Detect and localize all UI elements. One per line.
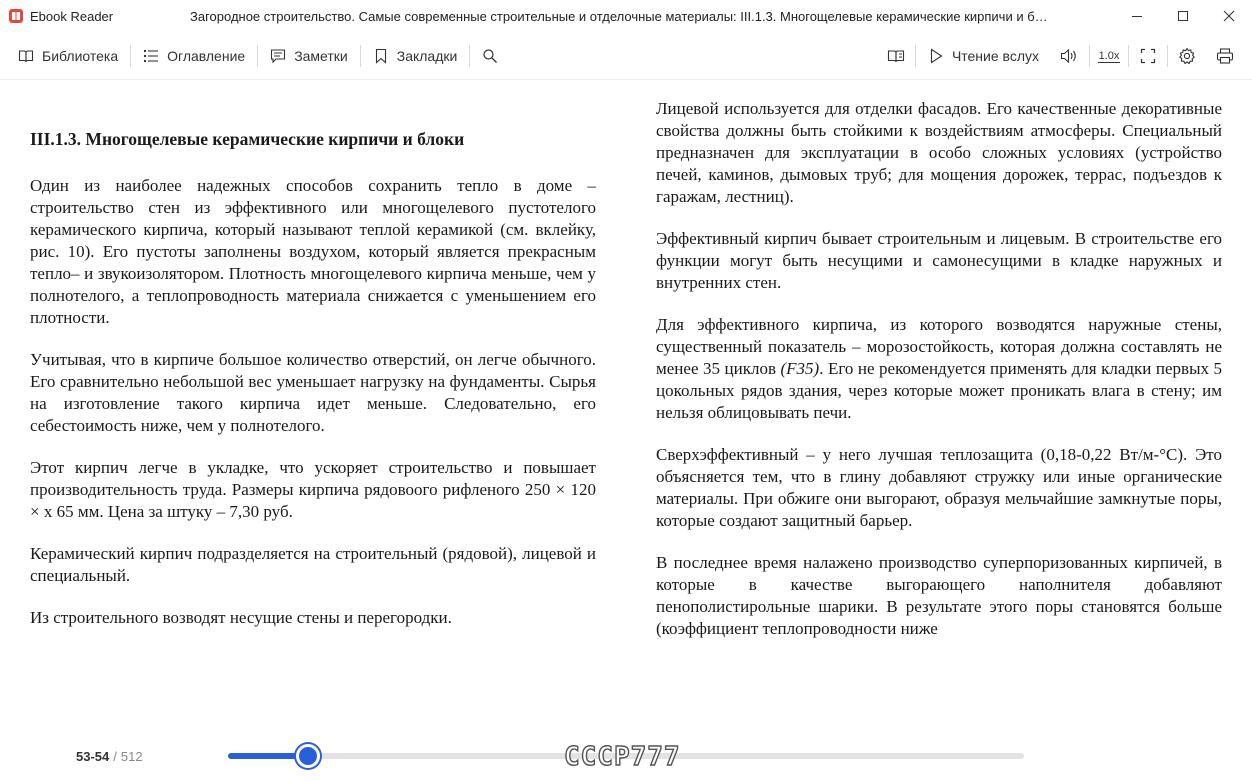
- paragraph: Лицевой используется для отделки фасадов. Его качественные декоративные свойства должны быть стойкими к воздействиям атмосферы. Специальный предназначен для эксплуатации в особо сложных условиях (устройство печей, каминов, дымовых труб; для мощения дорожек, террас, подъездов к гаражам, лестниц).: [656, 99, 1222, 206]
- paragraph: Сверхэффективный – у него лучшая теплозащита (0,18-0,22 Вт/м-°С). Это объясняется тем, что в глину добавляют стружку или иные органические материалы. При обжиге они выгорают, образуя мельчайшие замкнутые поры, которые создают защитный барьер.: [656, 445, 1222, 530]
- page-indicator: [76, 749, 143, 764]
- fullscreen-button[interactable]: [1129, 40, 1167, 72]
- toc-label: Оглавление: [167, 47, 246, 64]
- paragraph: Один из наиболее надежных способов сохранить тепло в доме – строительство стен из эффективного или многощелевого пустотелого керамического кирпича, который называют теплой керамикой (см. вклейку, рис. 10). Его пустоты заполнены воздухом, который является прекрасным тепло– и звукоизолятором. Плотность многощелевого кирпича меньше, чем у полнотелого, а теплопроводность материала снижается с уменьшением его плотности.: [30, 176, 596, 327]
- total-pages: 512: [120, 749, 143, 764]
- right-page: [656, 98, 1222, 660]
- current-pages: 53-54: [76, 749, 110, 764]
- left-page: [30, 98, 596, 649]
- gear-icon: [1178, 47, 1196, 65]
- italic-text: (F35): [780, 359, 820, 378]
- library-label: Библиотека: [42, 47, 119, 64]
- text-run: Для эффективного кирпича, из которого возводятся наружные стены, существенный показатель – морозостойкость, которая должна составлять не менее 35 циклов: [656, 315, 1222, 378]
- print-button[interactable]: [1206, 40, 1244, 72]
- page-separator: /: [113, 749, 117, 764]
- printer-icon: [1216, 48, 1234, 64]
- list-icon: [143, 48, 159, 64]
- maximize-button[interactable]: [1160, 0, 1206, 32]
- toc-button[interactable]: [131, 40, 257, 72]
- title-bar: [0, 0, 1252, 32]
- text-run: . Его не рекомендуется применять для кладки первых 5 цокольных рядов здания, через которые может проникать влага в стену; им нельзя облицовывать печи.: [656, 359, 1222, 422]
- settings-button[interactable]: [1168, 40, 1206, 72]
- close-button[interactable]: [1206, 0, 1252, 32]
- play-icon: [928, 48, 944, 64]
- search-button[interactable]: [470, 40, 518, 72]
- bookmark-icon: [373, 48, 389, 64]
- toolbar: [0, 32, 1252, 80]
- paragraph: Этот кирпич легче в укладке, что ускоряет строительство и повышает производительность труда. Размеры кирпича рядовоого рифленого 250 × 120 × х 65 мм. Цена за штуку – 7,30 руб.: [30, 458, 596, 521]
- paragraph: Эффективный кирпич бывает строительным и лицевым. В строительстве его функции могут быть несущими и самонесущими в кладке наружных и внутренних стен.: [656, 229, 1222, 292]
- bottom-bar: [0, 735, 1252, 781]
- document-title: Загородное строительство. Самые современные строительные и отделочные материалы: III.1.3. Многощелевые керамические кирпичи и б…: [190, 8, 1048, 24]
- progress-handle[interactable]: [296, 744, 320, 768]
- maximize-icon: [1177, 10, 1189, 22]
- paragraph: Керамический кирпич подразделяется на строительный (рядовой), лицевой и специальный.: [30, 544, 596, 585]
- book-icon: [18, 48, 34, 64]
- paragraph: В последнее время налажено производство суперпоризованных кирпичей, в которые в качестве выгорающего наполнителя добавляют пенополистирольные шарики. В результате этого поры становятся больше (коэффициент теплопроводности ниже: [656, 553, 1222, 638]
- read-aloud-button[interactable]: [916, 40, 1051, 72]
- speed-button[interactable]: [1090, 40, 1128, 72]
- toolbar-right-group: [877, 32, 1244, 80]
- notes-button[interactable]: [258, 40, 360, 72]
- bookmarks-label: Закладки: [396, 47, 458, 64]
- fullscreen-icon: [1140, 48, 1156, 64]
- paragraph: Из строительного возводят несущие стены и перегородки.: [30, 608, 452, 627]
- read-aloud-label: Чтение вслух: [951, 48, 1039, 64]
- note-icon: [270, 48, 286, 64]
- reading-mode-button[interactable]: [877, 40, 915, 72]
- minimize-button[interactable]: [1114, 0, 1160, 32]
- volume-icon: [1060, 48, 1080, 64]
- volume-button[interactable]: [1051, 40, 1089, 72]
- notes-label: Заметки: [294, 47, 348, 64]
- bookmarks-button[interactable]: [361, 40, 470, 72]
- window-controls: [1114, 0, 1252, 32]
- minimize-icon: [1131, 10, 1143, 22]
- reading-mode-icon: [887, 48, 905, 64]
- library-button[interactable]: [0, 40, 130, 72]
- paragraph: Учитывая, что в кирпиче большое количество отверстий, он легче обычного. Его сравнительно небольшой вес уменьшает нагрузку на фундаменты. Сырья на изготовление такого кирпича идет меньше. Следовательно, его себестоимость ниже, чем у полнотелого.: [30, 350, 596, 435]
- speed-label: 1.0x: [1098, 49, 1120, 62]
- paragraph: [656, 314, 1222, 424]
- watermark: СССР777: [564, 742, 681, 772]
- close-icon: [1223, 10, 1235, 22]
- search-icon: [482, 48, 498, 64]
- chapter-heading: III.1.3. Многощелевые керамические кирпичи и блоки: [30, 129, 465, 149]
- app-name: Ebook Reader: [30, 8, 114, 24]
- app-logo-icon: [8, 8, 24, 24]
